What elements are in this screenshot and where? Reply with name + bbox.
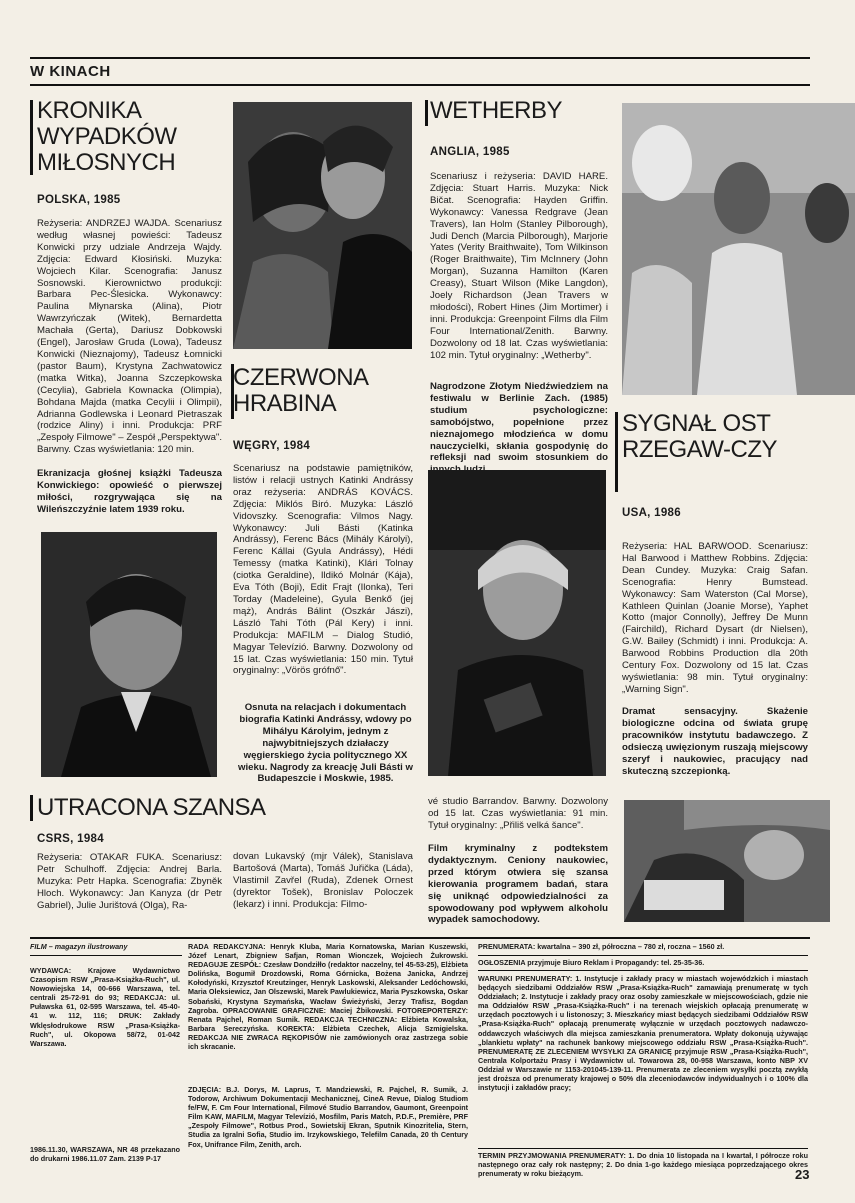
editorial-board: RADA REDAKCYJNA: Henryk Kluba, Maria Kornatowska, Marian Kuszewski, Józef Lenart, Zbigniew Safjan, Roman Wionczek, Wojciech Żukrowski. REDAGUJE ZESPÓŁ: Czesław Dondziłło (redaktor naczelny, tel 45-53-25), Elżbieta Dolińska, Bogumił Drozdowski, Roma Górnicka, Bożena Janicka, Andrzej Kołodyński, Krzysztof Kreutzinger, Henryk Laskowski, Aleksander Ledóchowski, Maria Oleksiewicz, Jan Olszewski, Marek Pawlukiewicz, Maria Pyszkowska, Oskar Sobański, Krystyna Szymańska, Wacław Świeżyński, Jerzy Trafisz, Bogdan Zagroba. OPRACOWANIE GRAFICZNE: Maciej Żbikowski. FOTOREPORTERZY: Renata Pajchel, Roman Sumik. REDAKCJA TECHNICZNA: Elżbieta Kowalska, Barbara Sereczyńska. KOREKTA: Elżbieta Czechek, Alicja Szmigielska. REDAKCJA NIE ZWRACA RĘKOPISÓW nie zamówionych oraz zastrzega sobie ich skracanie. xyxy=(188,942,468,1052)
czerwona-summary: Osnuta na relacjach i dokumentach biografia Katinki Andrássy, wdowy po Mihályu Károlyim, jednym z najwybitniejszych działaczy węgierskiego życia politycznego XX wieku. Nagrody za kreację Juli Básti w Budapeszcie i Moskwie, 1985. xyxy=(238,702,413,785)
utracona-body-col2: dovan Lukavský (mjr Válek), Stanislava Bartošová (Marta), Tomáš Juřička (Láda), Vlastimil Zavřel (Ruda), Zdenek Ornest (dyrektor Tošek), Bronislav Poloczek (lekarz) i inni. Produkcja: Filmo- xyxy=(233,851,413,910)
subscription-deadline: TERMIN PRZYJMOWANIA PRENUMERATY: 1. Do dnia 10 listopada na I kwartał, I półrocze roku następnego oraz cały rok następny; 2. Do dnia 1-go każdego miesiąca poprzedzającego okres prenumeraty w roku bieżącym. xyxy=(478,1151,808,1179)
prices-rule xyxy=(478,955,808,956)
wetherby-country: ANGLIA, 1985 xyxy=(430,146,510,158)
sygnal-title-bar xyxy=(615,412,618,492)
sygnal-summary: Dramat sensacyjny. Skażenie biologiczne odcina od świata grupę pracowników instytutu badawczego. Z odsieczą uwięzionym ruszają miejscowy szeryf i naukowiec, pracujący nad skuteczną szczepionką. xyxy=(622,706,808,777)
issue-info: 1986.11.30, WARSZAWA, NR 48 przekazano do drukarni 1986.11.07 Zam. 2139 P-17 xyxy=(30,1145,180,1164)
masthead-rule xyxy=(30,955,182,956)
kronika-photo-man xyxy=(41,532,217,777)
wetherby-title-bar xyxy=(425,100,428,126)
kronika-photo-couple xyxy=(233,102,412,349)
czerwona-body: Scenariusz na podstawie pamiętników, listów i relacji ustnych Katinki Andrássy oraz reżyseria: ANDRÁS KOVÁCS. Zdjęcia: Miklós Biró. Muzyka: László Vidovszky. Scenografia: Vilmos Nagy. Wykonawcy: Juli Básti (Katinka Andrássy), Ferenc Bács (Mihály Károlyi), Ferenc Kállai (Gyula Andrássy), Hédi Temessy (matka Katinki), Klári Tolnay (ciotka Geraldine), Ildikó Molnár (Kája), Eva Tóth (Boji), Edit Frajt (Ilonka), Teri Torday (Madeleine), Gyula Benkő (jej mąż), András Bálint (Oszkár Jászi), László Tahi Tóth (Pál Kery) i inni. Produkcja: MAFILM – Dialog Studió, Magyar Televízió. Barwny. Dozwolony od 15 lat. Czas wyświetlania: 150 min. Tytuł oryginalny: „Vörös grófnő". xyxy=(233,463,413,677)
ads-info: OGŁOSZENIA przyjmuje Biuro Reklam i Propagandy: tel. 25-35-36. xyxy=(478,958,705,967)
kronika-title-bar xyxy=(30,100,33,175)
publisher-info: WYDAWCA: Krajowe Wydawnictwo Czasopism RSW „Prasa-Książka-Ruch", ul. Nowowiejska 14, 00-666 Warszawa, tel. centrali 25-72-91 do 93; REDAKCJA: ul. Puławska 61, 02-595 Warszawa, tel. 45-40-41 w. 112, 116; DRUK: Zakłady Wklęsłodrukowe RSW „Prasa-Książka-Ruch", ul. Okopowa 58/72, 01-042 Warszawa. xyxy=(30,966,180,1048)
subscription-prices: PRENUMERATA: kwartalna – 390 zł, półroczna – 780 zł, roczna – 1560 zł. xyxy=(478,942,725,951)
utracona-body-col1: Reżyseria: OTAKAR FUKA. Scenariusz: Petr Schulhoff. Zdjęcia: Andrej Barla. Muzyka: Petr Hapka. Scenografia: Zbyněk Hloch. Wykonawcy: Jan Kanyza (dr Petr Gabriel), Julie Jurištová (Olga), Ra- xyxy=(37,852,222,911)
sygnal-country: USA, 1986 xyxy=(622,507,681,519)
wetherby-body: Scenariusz i reżyseria: DAVID HARE. Zdjęcia: Stuart Harris. Muzyka: Nick Bičat. Scenografia: Hayden Griffin. Wykonawcy: Vanessa Redgrave (Jean Travers), Ian Holm (Stanley Pilborough), Judi Dench (Marcia Pilborough), Marjorie Yates (Verity Braithwaite), Tom Wilkinson (Roger Braithwaite), Tim McInnery (John Morgan), Suzanna Hamilton (Karen Creasy), Stuart Wilson (Mike Langdon), Joely Richardson (Jean Travers w młodości), Robert Hines (Jim Mortimer) i inni. Produkcja: Greenpoint Films dla Film Four International/Zenith. Barwny. Dozwolony od 18 lat. Czas wyświetlania: 102 min. Tytuł oryginalny: „Wetherby". xyxy=(430,171,608,361)
utracona-summary: Film kryminalny z podtekstem dydaktycznym. Ceniony naukowiec, przed którym otwiera się szansa kierowania programem badań, stara się uniknąć odpowiedzialności za spowodowany pod wpływem alkoholu wypadek samochodowy. xyxy=(428,843,608,926)
conditions-rule xyxy=(478,1148,808,1149)
czerwona-title: CZERWONA HRABINA xyxy=(233,364,368,417)
kronika-title: KRONIKA WYPADKÓW MIŁOSNYCH xyxy=(37,97,177,176)
utracona-photo xyxy=(624,800,830,922)
section-header: W KINACH xyxy=(30,63,111,80)
sygnal-photo-lab xyxy=(622,103,855,395)
wetherby-summary: Nagrodzone Złotym Niedźwiedziem na festiwalu w Berlinie Zach. (1985) studium psychologiczne: samobójstwo, popełnione przez nieznajomego młodzieńca w domu nauczycielki, skłania gospodynię do refleksji nad swoim stosunkiem do xyxy=(430,381,608,464)
photo-credits: ZDJĘCIA: B.J. Dorys, M. Laprus, T. Mandziewski, R. Pajchel, R. Sumik, J. Todorow, Archiwum Dokumentacji Mechanicznej, CineA Revue, Dialog Studiom fe/FW, F. Cm Four International, Filmové Studio Barrandov, Gaumont, Greenpoint Film KAW, MAFILM, Magyar Televízió, Mosfilm, Paris Match, P.D.F., Première, PRF „Zespoły Filmowe", Rotbus Prod., Sowietskij Ekran, Sputnik Kinozritelia, Stern, Studia za Igralni Sofia, Studio im. Irzykowskiego, Telefilm Canada, 20 th Century Fox, Unifrance Film, Zenith, arch. xyxy=(188,1085,468,1149)
top-rule xyxy=(30,57,810,59)
footer-rule xyxy=(30,937,810,939)
kronika-summary: Ekranizacja głośnej książki Tadeusza Konwickiego: opowieść o pierwszej miłości, rozgrywająca się na Wileńszczyźnie latem 1939 roku. xyxy=(37,468,222,515)
utracona-country: CSRS, 1984 xyxy=(37,833,104,845)
sygnal-body: Reżyseria: HAL BARWOOD. Scenariusz: Hal Barwood i Matthew Robbins. Zdjęcia: Dean Cundey. Muzyka: Craig Safan. Scenografia: Henry Bumstead. Wykonawcy: Sam Waterston (Cal Morse), Kathleen Quinlan (Joanie Morse), Yaphet Kotto (major Connolly), Jeffrey De Munn (Fairchild), Richard Dysart (dr Nielsen), G.W. Bailey (Schmidt) i inni. Produkcja: A. Barwood Robbins Production dla 20th Century Fox. Dozwolony od 15 lat. Czas wyświetlania: 98 min. Tytuł oryginalny: „Warning Sign". xyxy=(622,541,808,695)
wetherby-title: WETHERBY xyxy=(430,97,563,124)
utracona-title-bar xyxy=(30,795,33,821)
sygnal-title: SYGNAŁ OSTRZEGAW-CZY xyxy=(622,410,777,463)
kronika-country: POLSKA, 1985 xyxy=(37,194,121,206)
utracona-body-col3: vé studio Barrandov. Barwny. Dozwolony od 15 lat. Czas wyświetlania: 91 min. Tytuł oryginalny: „Přiliš velká šance". xyxy=(428,796,608,831)
header-rule xyxy=(30,84,810,86)
subscription-conditions: WARUNKI PRENUMERATY: 1. Instytucje i zakłady pracy w miastach wojewódzkich i miastach będących siedzibami Oddziałów RSW „Prasa-Książka-Ruch" zamawiają prenumeratę w tych Oddziałach; 2. Instytucje i zakłady pracy oraz osoby zamieszkałe w miejscowościach, gdzie nie ma Oddziałów RSW „Prasa-Książka-Ruch" i na terenach wiejskich opłacają prenumeratę w urzędach pocztowych i u listonoszy; 3. Mieszkańcy miast będących siedzibami Oddziałów RSW „Prasa-Książka-Ruch" opłacają prenumeratę wyłącznie w urzędach pocztowych nadawczo-oddawczych właściwych dla miejsca zamieszkania prenumeratora. Wpłaty dokonują używając „blankietu wpłaty" na rachunek bankowy miejscowego oddziału RSW „Prasa-Książka-Ruch". PRENUMERATĘ ZE ZLECENIEM WYSYŁKI ZA GRANICĘ przyjmuje RSW „Prasa-Książka-Ruch", Centrala Kolportażu Prasy i Wydawnictw ul. Towarowa 28, 00-958 Warszawa, konto NBP XV Oddział w Warszawie nr 1153-201045-139-11. Prenumerata ze zleceniem wysyłki pocztą zwykłą jest droższa od prenumeraty krajowej o 50% dla zleceniodawców indywidualnych i o 100% dla instytucji i zakładów pracy; xyxy=(478,974,808,1093)
wetherby-photo-woman xyxy=(428,470,606,776)
ads-rule xyxy=(478,970,808,971)
kronika-body: Reżyseria: ANDRZEJ WAJDA. Scenariusz według własnej powieści: Tadeusz Konwicki przy udziale Andrzeja Wajdy. Zdjęcia: Edward Kłosiński. Muzyka: Wojciech Kilar. Scenografia: Janusz Sosnowski. Kierownictwo produkcji: Barbara Pec-Ślesicka. Wykonawcy: Paulina Młynarska (Alina), Piotr Wawrzyńczak (Witek), Bernardetta Machała (Gerta), Dariusz Dobkowski (Engel), Jarosław Gruda (Lowa), Tadeusz Konwicki (Nieznajomy), Tadeusz Łomnicki (pastor Baum), Krystyna Zachwatowicz (matka Witka), Joanna Szczepkowska (Cecylia), Gabriela Kownacka (Olimpia), Bohdana Majda (matka Cecylii i Olimpii), Adrianna Godlewska i Leonard Pietraszak (rodzice Aliny) i inni. Produkcja: PRF „Zespoły Filmowe" – Zespół „Perspektywa". Barwny. Czas wyświetlania: 120 min. xyxy=(37,218,222,456)
page-number: 23 xyxy=(795,1167,810,1182)
masthead-title: FILM – magazyn ilustrowany xyxy=(30,942,128,951)
utracona-title: UTRACONA SZANSA xyxy=(37,794,266,821)
czerwona-country: WĘGRY, 1984 xyxy=(233,440,311,452)
